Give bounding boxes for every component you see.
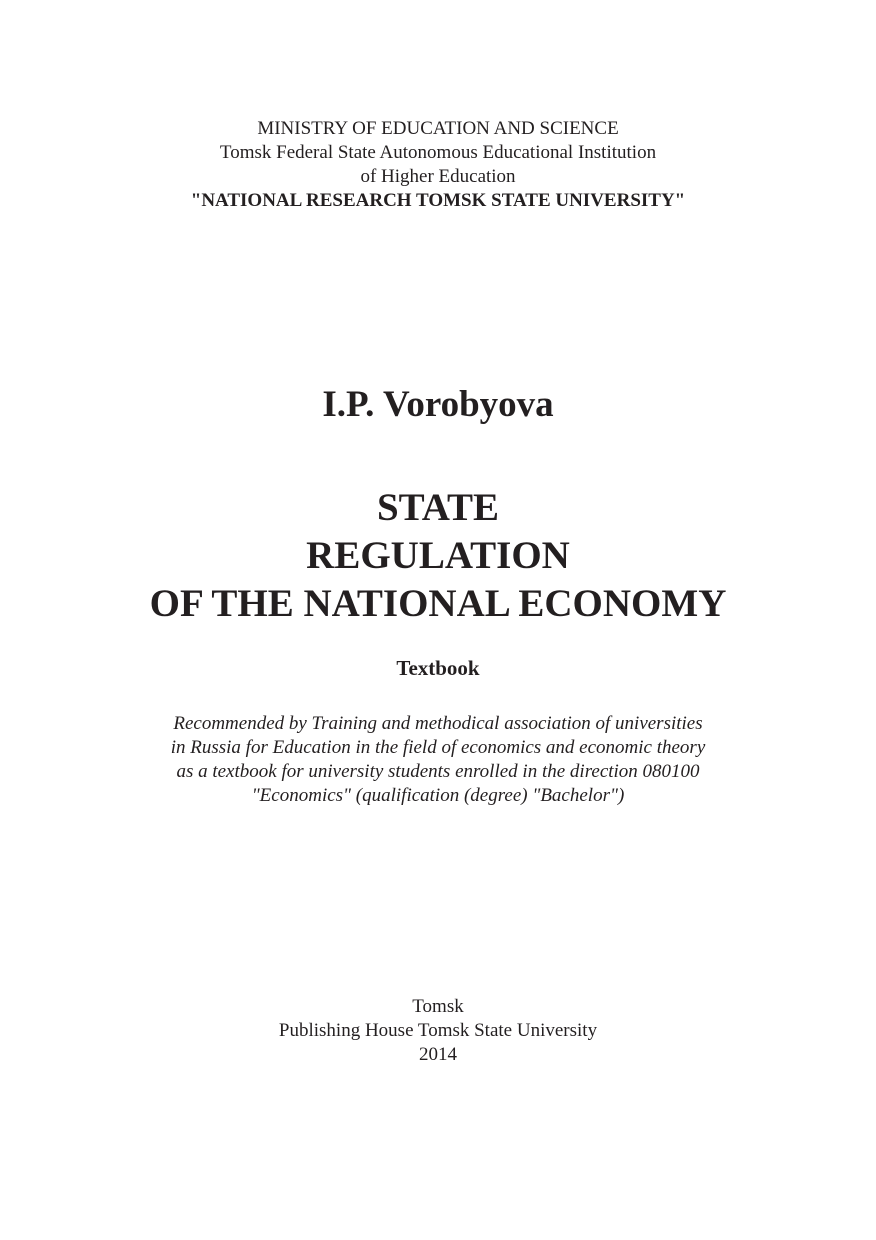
author-name: I.P. Vorobyova xyxy=(322,384,554,425)
book-title-line: REGULATION xyxy=(306,534,570,577)
imprint-year: 2014 xyxy=(419,1044,457,1065)
book-title-line: STATE xyxy=(376,486,500,529)
recommendation-note xyxy=(0,712,876,808)
institution-line: Tomsk Federal State Autonomous Educational Institution xyxy=(219,142,657,163)
book-title-line: OF THE NATIONAL ECONOMY xyxy=(149,582,727,625)
institution-level-line: of Higher Education xyxy=(360,166,516,187)
university-name-line: "NATIONAL RESEARCH TOMSK STATE UNIVERSITY" xyxy=(190,190,686,211)
recommendation-line: Recommended by Training and methodical association of universities xyxy=(173,713,703,734)
imprint-city: Tomsk xyxy=(412,996,464,1017)
imprint-publisher: Publishing House Tomsk State University xyxy=(278,1020,598,1041)
ministry-line: MINISTRY OF EDUCATION AND SCIENCE xyxy=(257,118,619,139)
book-type: Textbook xyxy=(396,656,480,680)
book-title xyxy=(0,484,876,628)
recommendation-line: in Russia for Education in the field of economics and economic theory xyxy=(170,737,706,758)
recommendation-line: as a textbook for university students enrolled in the direction 080100 xyxy=(176,761,700,782)
recommendation-line: "Economics" (qualification (degree) "Bachelor") xyxy=(251,785,625,806)
imprint xyxy=(0,995,876,1067)
institution-header xyxy=(0,117,876,213)
